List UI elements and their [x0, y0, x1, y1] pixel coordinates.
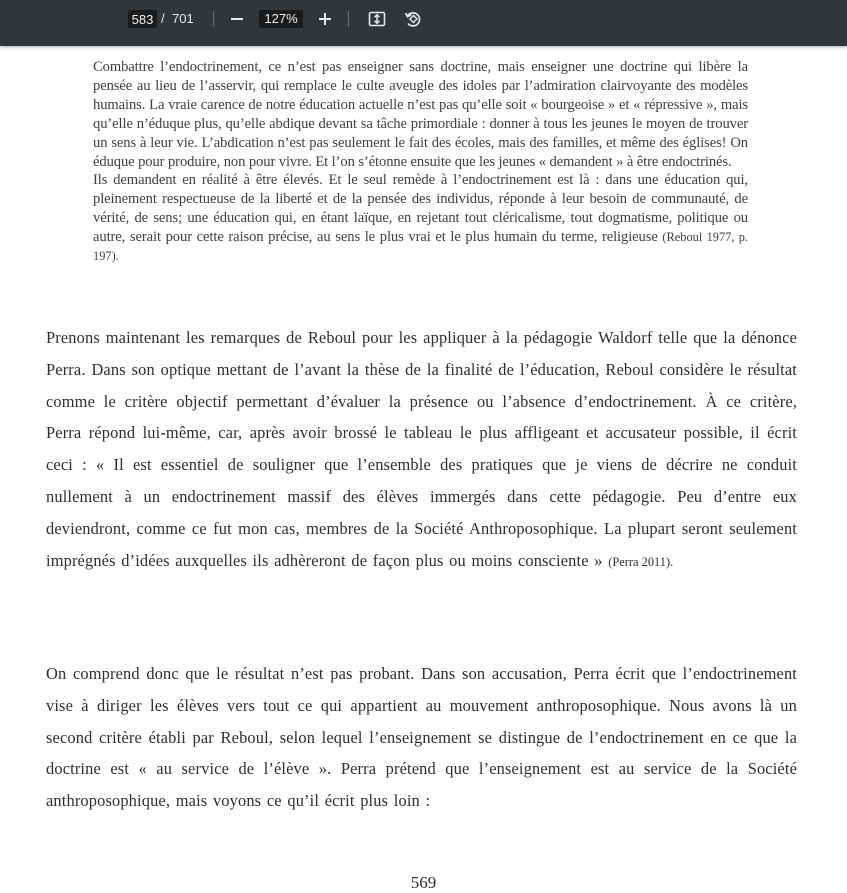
page-separator: / — [161, 11, 165, 26]
pdf-toolbar — [0, 0, 847, 46]
body-citation: (Perra 2011). — [608, 554, 674, 569]
toolbar-divider — [213, 11, 214, 27]
total-pages: 701 — [172, 11, 194, 26]
rotate-button[interactable] — [400, 6, 426, 32]
quote-text: Ils demandent en réalité à être élevés. Et le seul remède à l’endoctrinement est là : dans une éducation qui, pleinement respectueuse de la liberté et de la pensée des individus, réponde à leur besoin de communauté, de vérité, de sens; une éducation qui, en étant laïque, en rejetant tout cléricalisme, tout dogmatisme, politique ou autre, serait pour cette raison précise, au sens le plus vrai et le plus humain du terme, religieuse — [93, 172, 748, 246]
body-paragraph: On comprend donc que le résultat n’est pas probant. Dans son accusation, Perra écrit que l’endoctrinement vise à diriger les élèves vers tout ce qui appartient au mouvement anthroposophique. Nous avons là un second critère établi par Reboul, selon lequel l’enseignement se distingue de l’endoctrinement en ce que la doctrine est « au service de l’élève ». Perra prétend que l’enseignement est au service de la Société anthroposophique, mais voyons ce qu’il écrit plus loin : — [46, 664, 797, 811]
zoom-level-input[interactable]: 127% — [259, 10, 303, 28]
page-number-input[interactable] — [128, 10, 157, 28]
page-number: 569 — [410, 873, 437, 892]
zoom-in-button[interactable] — [312, 6, 338, 32]
quote-paragraph — [93, 171, 748, 266]
fit-page-icon — [368, 10, 386, 28]
quote-paragraph: Combattre l’endoctrinement, ce n’est pas enseigner sans doctrine, mais enseigner une doctrine qui libère la pensée au lieu de l’asservir, qui remplace le culte aveugle des idoles par l’admiration clairvoyante des modèles humains. La vraie carence de notre éducation actuelle n’est pas qu’elle soit « bourgeoise » et « répressive », mais qu’elle n’éduque plus, qu’elle abdique devant sa tâche primordiale : donner à tous les jeunes le moyen de trouver un sens à leur vie. L’abdication n’est pas seulement le fait des écoles, mais des familles, et même des églises! On éduque pour produire, non pour vivre. Et l’on s’étonne ensuite que les jeunes « demandent » à être endoctrinés. — [93, 59, 748, 170]
toolbar-divider — [348, 11, 349, 27]
body-paragraph — [46, 322, 797, 578]
plus-icon — [318, 12, 332, 26]
body-text: Prenons maintenant les remarques de Reboul pour les appliquer à la pédagogie Waldorf telle que la dénonce Perra. Dans son optique mettant de l’avant la thèse de la finalité de l’éducation, Reboul considère le résultat comme le critère objectif permettant d’évaluer la présence ou l’absence d’endoctrinement. À ce critère, Perra répond lui-même, car, après avoir brossé le tableau le plus affligeant et accusateur possible, il écrit ceci : « Il est essentiel de souligner que l’ensemble des pratiques que je viens de décrire ne conduit nullement à un endoctrinement massif des élèves immergés dans cette pédagogie. Peu d’entre eux deviendront, comme ce fut mon cas, membres de la Société Anthroposophique. La plupart seront seulement imprégnés d’idées auxquelles ils adhèreront de façon plus ou moins consciente » — [46, 328, 797, 570]
rotate-icon — [403, 9, 423, 29]
block-quote — [93, 58, 748, 266]
zoom-out-button[interactable] — [224, 6, 250, 32]
fit-page-button[interactable] — [364, 6, 390, 32]
quote-citation: (Reboul 1977, p. 197). — [93, 230, 748, 264]
minus-icon — [230, 12, 244, 26]
